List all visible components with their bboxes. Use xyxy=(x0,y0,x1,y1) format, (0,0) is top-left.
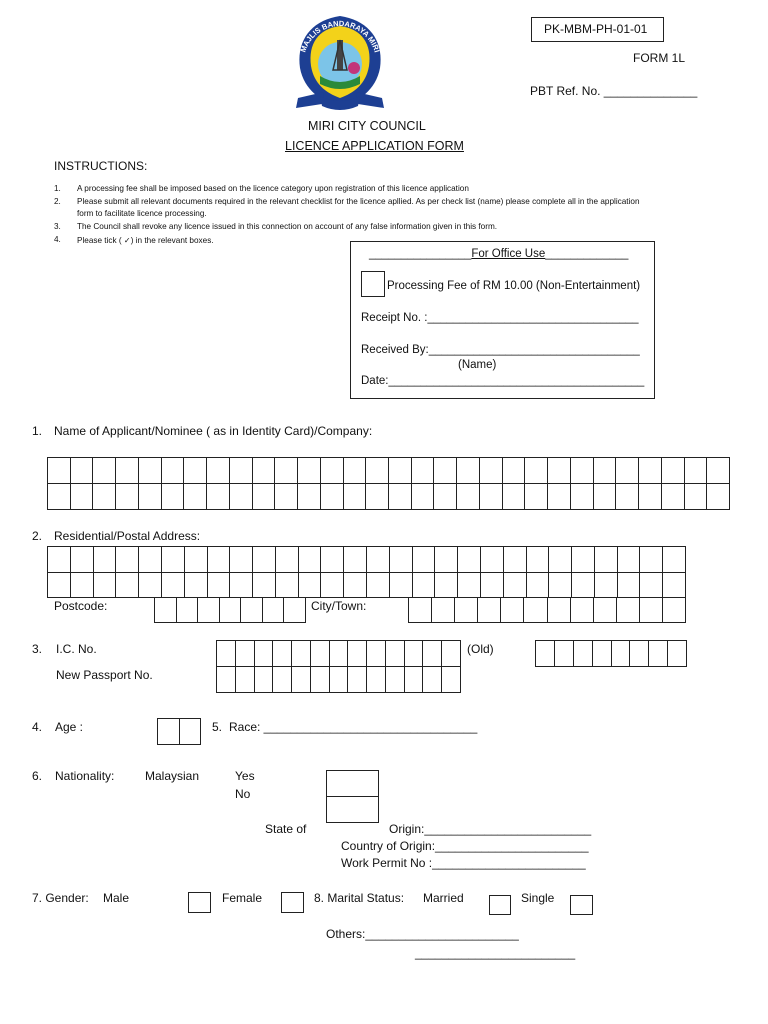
char-box[interactable] xyxy=(616,458,639,484)
char-box[interactable] xyxy=(263,597,285,623)
ic-old-grid[interactable] xyxy=(535,640,687,667)
marital-status-label: 8. Marital Status: xyxy=(314,891,405,905)
office-use-line-right: _____________ xyxy=(545,248,629,260)
char-box[interactable] xyxy=(593,641,612,667)
char-box[interactable] xyxy=(612,641,631,667)
char-box[interactable] xyxy=(481,573,504,599)
char-box[interactable] xyxy=(386,641,405,667)
char-box[interactable] xyxy=(536,641,555,667)
question-number: 6. xyxy=(32,769,43,783)
question-number: 1. xyxy=(32,424,43,438)
char-box[interactable] xyxy=(139,458,162,484)
char-box[interactable] xyxy=(555,641,574,667)
char-box[interactable] xyxy=(504,547,527,573)
char-box[interactable] xyxy=(116,573,139,599)
char-box[interactable] xyxy=(48,573,71,599)
char-box[interactable] xyxy=(707,484,730,510)
char-box[interactable] xyxy=(389,484,412,510)
char-box[interactable] xyxy=(321,484,344,510)
char-box[interactable] xyxy=(253,573,276,599)
char-box[interactable] xyxy=(616,484,639,510)
office-use-title: For Office Use xyxy=(471,248,546,260)
applicant-name-grid[interactable] xyxy=(47,457,730,510)
char-box[interactable] xyxy=(48,547,71,573)
char-box[interactable] xyxy=(480,484,503,510)
origin-field[interactable]: Origin:_________________________ xyxy=(389,822,592,836)
char-box[interactable] xyxy=(618,547,641,573)
char-box[interactable] xyxy=(663,547,686,573)
char-box[interactable] xyxy=(344,547,367,573)
char-box[interactable] xyxy=(311,666,330,693)
char-box[interactable] xyxy=(548,458,571,484)
char-box[interactable] xyxy=(423,666,442,693)
char-box[interactable] xyxy=(208,547,231,573)
char-box[interactable] xyxy=(367,573,390,599)
council-name: MIRI CITY COUNCIL xyxy=(308,119,426,133)
char-box[interactable] xyxy=(630,641,649,667)
char-box[interactable] xyxy=(71,458,94,484)
ic-label: I.C. No. xyxy=(56,642,97,656)
char-box[interactable] xyxy=(255,641,274,667)
char-box[interactable] xyxy=(549,573,572,599)
instruction-num: 4. xyxy=(54,235,61,244)
address-grid[interactable] xyxy=(47,546,686,598)
char-box[interactable] xyxy=(594,484,617,510)
char-box[interactable] xyxy=(481,547,504,573)
char-box[interactable] xyxy=(330,641,349,667)
char-box[interactable] xyxy=(184,458,207,484)
yes-label: Yes xyxy=(235,769,255,783)
char-box[interactable] xyxy=(572,547,595,573)
char-box[interactable] xyxy=(230,573,253,599)
char-box[interactable] xyxy=(230,547,253,573)
question-number: 4. xyxy=(32,720,43,734)
nationality-label: Nationality: xyxy=(55,769,115,783)
char-box[interactable] xyxy=(640,573,663,599)
char-box[interactable] xyxy=(162,547,185,573)
char-box[interactable] xyxy=(217,666,236,693)
female-label: Female xyxy=(222,891,263,905)
others-field-line2[interactable]: ________________________ xyxy=(415,946,576,960)
nationality-no-checkbox[interactable] xyxy=(326,796,379,823)
char-box[interactable] xyxy=(275,458,298,484)
char-box[interactable] xyxy=(435,573,458,599)
char-box[interactable] xyxy=(668,641,687,667)
char-box[interactable] xyxy=(367,547,390,573)
instruction-text: A processing fee shall be imposed based on the licence category upon registration of this licence application xyxy=(77,184,469,193)
char-box[interactable] xyxy=(71,547,94,573)
char-box[interactable] xyxy=(409,597,432,623)
char-box[interactable] xyxy=(503,484,526,510)
char-box[interactable] xyxy=(348,666,367,693)
char-box[interactable] xyxy=(640,597,663,623)
char-box[interactable] xyxy=(527,573,550,599)
char-box[interactable] xyxy=(321,547,344,573)
char-box[interactable] xyxy=(478,597,501,623)
instructions-heading: INSTRUCTIONS: xyxy=(54,159,148,173)
char-box[interactable] xyxy=(139,547,162,573)
processing-fee-checkbox[interactable] xyxy=(361,271,385,297)
char-box[interactable] xyxy=(94,547,117,573)
char-box[interactable] xyxy=(93,484,116,510)
char-box[interactable] xyxy=(208,573,231,599)
char-box[interactable] xyxy=(412,484,435,510)
char-box[interactable] xyxy=(139,573,162,599)
char-box[interactable] xyxy=(503,458,526,484)
received-by-field[interactable]: Received By:_________________________________ xyxy=(361,344,640,356)
char-box[interactable] xyxy=(525,484,548,510)
char-box[interactable] xyxy=(253,484,276,510)
char-box[interactable] xyxy=(162,458,185,484)
char-box[interactable] xyxy=(618,573,641,599)
char-box[interactable] xyxy=(185,573,208,599)
char-box[interactable] xyxy=(571,597,594,623)
char-box[interactable] xyxy=(273,641,292,667)
char-box[interactable] xyxy=(640,547,663,573)
char-box[interactable] xyxy=(390,547,413,573)
council-logo xyxy=(288,10,392,114)
question-number: 5. xyxy=(212,720,223,734)
char-box[interactable] xyxy=(217,641,236,667)
char-box[interactable] xyxy=(434,484,457,510)
ic-new-grid[interactable] xyxy=(216,640,461,667)
char-box[interactable] xyxy=(321,458,344,484)
char-box[interactable] xyxy=(220,597,242,623)
receipt-no-field[interactable]: Receipt No. :_________________________________ xyxy=(361,312,639,324)
char-box[interactable] xyxy=(617,597,640,623)
char-box[interactable] xyxy=(348,641,367,667)
char-box[interactable] xyxy=(435,547,458,573)
char-box[interactable] xyxy=(344,484,367,510)
instruction-text: form to facilitate licence processing. xyxy=(77,209,207,218)
char-box[interactable] xyxy=(432,597,455,623)
char-box[interactable] xyxy=(594,458,617,484)
char-box[interactable] xyxy=(707,458,730,484)
race-field[interactable]: Race: ________________________________ xyxy=(229,720,478,734)
char-box[interactable] xyxy=(571,484,594,510)
char-box[interactable] xyxy=(527,547,550,573)
char-box[interactable] xyxy=(366,458,389,484)
char-box[interactable] xyxy=(434,458,457,484)
form-title: LICENCE APPLICATION FORM xyxy=(285,139,464,153)
char-box[interactable] xyxy=(458,547,481,573)
instruction-num: 1. xyxy=(54,184,61,193)
char-box[interactable] xyxy=(504,573,527,599)
char-box[interactable] xyxy=(236,641,255,667)
char-box[interactable] xyxy=(116,458,139,484)
single-checkbox[interactable] xyxy=(570,895,593,915)
char-box[interactable] xyxy=(177,597,199,623)
char-box[interactable] xyxy=(207,458,230,484)
char-box[interactable] xyxy=(595,573,618,599)
char-box[interactable] xyxy=(548,484,571,510)
male-checkbox[interactable] xyxy=(188,892,211,913)
char-box[interactable] xyxy=(155,597,177,623)
char-box[interactable] xyxy=(253,547,276,573)
male-label: Male xyxy=(103,891,130,905)
no-label: No xyxy=(235,787,251,801)
married-checkbox[interactable] xyxy=(489,895,511,915)
char-box[interactable] xyxy=(442,666,461,693)
char-box[interactable] xyxy=(480,458,503,484)
char-box[interactable] xyxy=(71,573,94,599)
char-box[interactable] xyxy=(662,484,685,510)
office-date-field[interactable]: Date:________________________________________ xyxy=(361,375,645,387)
char-box[interactable] xyxy=(275,484,298,510)
char-box[interactable] xyxy=(639,484,662,510)
instruction-text: The Council shall revoke any licence issued in this connection on account of any false information given in this form. xyxy=(77,222,498,231)
question-number: 2. xyxy=(32,529,43,543)
nationality-yes-checkbox[interactable] xyxy=(326,770,379,797)
char-box[interactable] xyxy=(299,547,322,573)
char-box[interactable] xyxy=(230,458,253,484)
char-box[interactable] xyxy=(390,573,413,599)
applicant-name-label: Name of Applicant/Nominee ( as in Identity Card)/Company: xyxy=(54,424,373,438)
char-box[interactable] xyxy=(71,484,94,510)
char-box[interactable] xyxy=(405,641,424,667)
char-box[interactable] xyxy=(93,458,116,484)
char-box[interactable] xyxy=(572,573,595,599)
char-box[interactable] xyxy=(162,573,185,599)
instruction-num: 3. xyxy=(54,222,61,231)
char-box[interactable] xyxy=(184,484,207,510)
char-box[interactable] xyxy=(366,484,389,510)
char-box[interactable] xyxy=(549,547,572,573)
char-box[interactable] xyxy=(663,573,686,599)
pbt-ref-field[interactable]: PBT Ref. No. ______________ xyxy=(530,84,698,98)
char-box[interactable] xyxy=(413,547,436,573)
name-hint: (Name) xyxy=(458,359,497,371)
char-box[interactable] xyxy=(116,547,139,573)
passport-label: New Passport No. xyxy=(56,668,153,682)
char-box[interactable] xyxy=(685,458,708,484)
char-box[interactable] xyxy=(649,641,668,667)
char-box[interactable] xyxy=(548,597,571,623)
city-label: City/Town: xyxy=(311,599,367,613)
char-box[interactable] xyxy=(525,458,548,484)
logo-ring-text: MAJLIS BANDARAYA MIRI xyxy=(298,18,382,54)
char-box[interactable] xyxy=(330,666,349,693)
char-box[interactable] xyxy=(412,458,435,484)
char-box[interactable] xyxy=(284,597,306,623)
state-of-label: State of xyxy=(265,822,307,836)
char-box[interactable] xyxy=(94,573,117,599)
char-box[interactable] xyxy=(639,458,662,484)
char-box[interactable] xyxy=(162,484,185,510)
form-code: PK-MBM-PH-01-01 xyxy=(544,22,648,36)
char-box[interactable] xyxy=(594,597,617,623)
char-box[interactable] xyxy=(423,641,442,667)
postcode-label: Postcode: xyxy=(54,599,108,613)
char-box[interactable] xyxy=(185,547,208,573)
char-box[interactable] xyxy=(298,484,321,510)
address-label: Residential/Postal Address: xyxy=(54,529,201,543)
char-box[interactable] xyxy=(299,573,322,599)
char-box[interactable] xyxy=(276,573,299,599)
char-box[interactable] xyxy=(662,458,685,484)
single-label: Single xyxy=(521,891,555,905)
office-use-line-left: ________________ xyxy=(369,248,472,260)
char-box[interactable] xyxy=(367,641,386,667)
gender-label: 7. Gender: xyxy=(32,891,89,905)
city-grid[interactable] xyxy=(408,597,686,623)
char-box[interactable] xyxy=(386,666,405,693)
female-checkbox[interactable] xyxy=(281,892,304,913)
postcode-grid[interactable] xyxy=(154,597,306,623)
char-box[interactable] xyxy=(276,547,299,573)
char-box[interactable] xyxy=(158,719,180,745)
married-label: Married xyxy=(423,891,464,905)
char-box[interactable] xyxy=(311,641,330,667)
char-box[interactable] xyxy=(595,547,618,573)
char-box[interactable] xyxy=(458,573,481,599)
char-box[interactable] xyxy=(180,719,202,745)
char-box[interactable] xyxy=(292,641,311,667)
work-permit-field[interactable]: Work Permit No :_______________________ xyxy=(341,856,586,870)
char-box[interactable] xyxy=(442,641,461,667)
char-box[interactable] xyxy=(207,484,230,510)
office-use-heading xyxy=(369,248,628,260)
char-box[interactable] xyxy=(241,597,263,623)
others-field[interactable]: Others:_______________________ xyxy=(326,927,519,941)
age-grid[interactable] xyxy=(157,718,201,745)
age-label: Age : xyxy=(55,720,84,734)
char-box[interactable] xyxy=(139,484,162,510)
instruction-text: Please submit all relevant documents required in the relevant checklist for the licence apllied. As per check list (name) please complete all in the application xyxy=(77,197,640,206)
char-box[interactable] xyxy=(501,597,524,623)
char-box[interactable] xyxy=(413,573,436,599)
malaysian-label: Malaysian xyxy=(145,769,200,783)
char-box[interactable] xyxy=(457,458,480,484)
char-box[interactable] xyxy=(455,597,478,623)
char-box[interactable] xyxy=(574,641,593,667)
char-box[interactable] xyxy=(571,458,594,484)
char-box[interactable] xyxy=(405,666,424,693)
char-box[interactable] xyxy=(198,597,220,623)
char-box[interactable] xyxy=(116,484,139,510)
char-box[interactable] xyxy=(236,666,255,693)
char-box[interactable] xyxy=(48,458,71,484)
form-number: FORM 1L xyxy=(633,51,686,65)
char-box[interactable] xyxy=(255,666,274,693)
char-box[interactable] xyxy=(298,458,321,484)
char-box[interactable] xyxy=(292,666,311,693)
char-box[interactable] xyxy=(230,484,253,510)
char-box[interactable] xyxy=(273,666,292,693)
char-box[interactable] xyxy=(344,573,367,599)
char-box[interactable] xyxy=(685,484,708,510)
instruction-text: Please tick ( ✓) in the relevant boxes. xyxy=(77,236,214,245)
char-box[interactable] xyxy=(663,597,686,623)
char-box[interactable] xyxy=(367,666,386,693)
passport-grid[interactable] xyxy=(216,666,461,693)
char-box[interactable] xyxy=(253,458,276,484)
question-number: 3. xyxy=(32,642,43,656)
char-box[interactable] xyxy=(524,597,547,623)
char-box[interactable] xyxy=(48,484,71,510)
char-box[interactable] xyxy=(344,458,367,484)
char-box[interactable] xyxy=(321,573,344,599)
country-of-origin-field[interactable]: Country of Origin:_______________________ xyxy=(341,839,589,853)
processing-fee-label: Processing Fee of RM 10.00 (Non-Entertainment) xyxy=(387,280,641,292)
char-box[interactable] xyxy=(389,458,412,484)
ic-old-label: (Old) xyxy=(467,642,494,656)
char-box[interactable] xyxy=(457,484,480,510)
instruction-num: 2. xyxy=(54,197,61,206)
